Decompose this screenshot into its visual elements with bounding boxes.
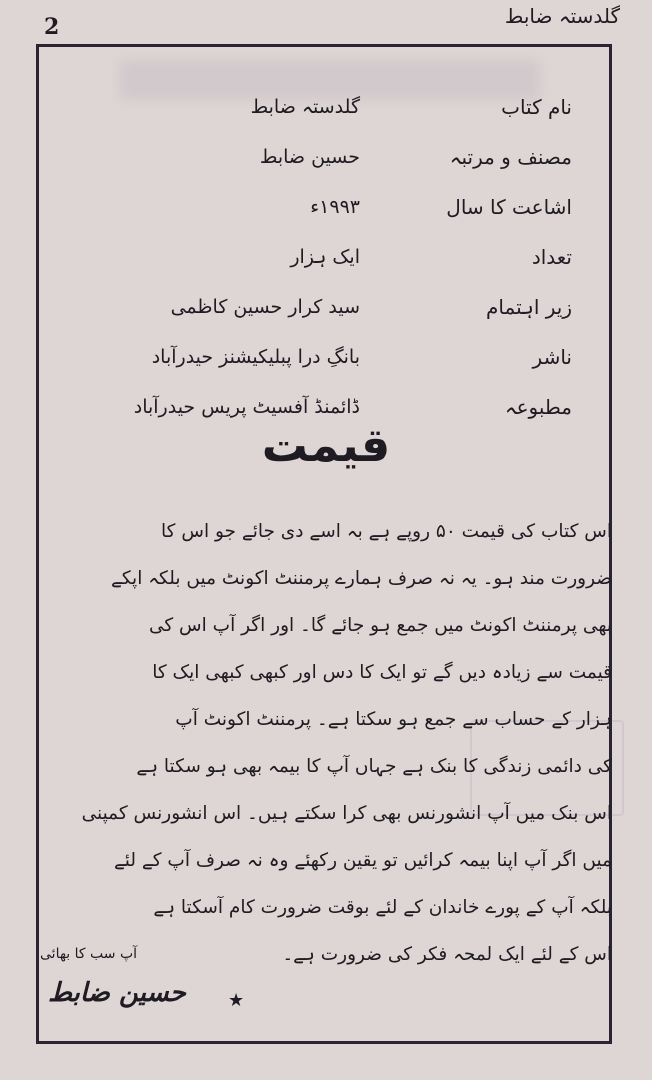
detail-label: مصنف و مرتبہ [449,145,572,169]
detail-label: مطبوعہ [504,395,572,419]
author-signature: حسین ضابط [48,978,186,1008]
paragraph-line: کی دائمی زندگی کا بنک ہے جہاں آپ کا بیمہ بھی ہو سکتا ہے [136,756,612,777]
detail-row-supervision [60,282,572,332]
paragraph-line: اس کے لئے ایک لمحہ فکر کی ضرورت ہے۔ [282,944,612,965]
paragraph-line: ہزار کے حساب سے جمع ہو سکتا ہے۔ پرمننٹ اکونٹ آپ [175,709,612,730]
paragraph-line: بھی پرمننٹ اکونٹ میں جمع ہو جائے گا۔ اور اگر آپ اس کی [148,615,612,636]
star-icon: ★ [228,990,245,1011]
detail-row-publisher [60,332,572,382]
detail-label: تعداد [531,245,572,269]
closing-salutation: آپ سب کا بھائی [40,946,138,962]
paragraph-line: قیمت سے زیادہ دیں گے تو ایک کا دس اور کبھی کبھی ایک کا [152,662,612,683]
detail-label: نام کتاب [501,95,572,119]
detail-row-quantity [60,232,572,282]
detail-value: بانگِ درا پبلیکیشنز حیدرآباد [151,346,360,368]
price-heading: قیمت [261,418,391,472]
detail-value: حسین ضابط [259,146,360,168]
paragraph-line: اس بنک میں آپ انشورنس بھی کرا سکتے ہیں۔ اس انشورنس کمپنی [81,803,612,824]
detail-row-year [60,182,572,232]
detail-value: ڈائمنڈ آفسیٹ پریس حیدرآباد [133,396,360,418]
paragraph-line: بلکہ آپ کے پورے خاندان کے لئے بوقت ضرورت کام آسکتا ہے [153,897,612,918]
detail-label: زیر اہتمام [486,295,572,319]
detail-label: ناشر [532,345,572,369]
detail-value: ایک ہزار [290,246,360,268]
detail-label: اشاعت کا سال [446,195,572,219]
detail-value: سید کرار حسین کاظمی [170,296,360,318]
paragraph-line: اس کتاب کی قیمت ۵۰ روپے ہے بہ اسے دی جائے جو اس کا [161,521,612,542]
detail-row-author [60,132,572,182]
page-number: 2 [44,14,60,40]
publication-details [60,82,572,432]
detail-value: ۱۹۹۳ء [310,196,360,218]
detail-value: گلدستہ ضابط [250,96,360,118]
paragraph-line: ضرورت مند ہو۔ یہ نہ صرف ہمارے پرمننٹ اکونٹ میں بلکہ اپکے [110,568,612,589]
paragraph-line: میں اگر آپ اپنا بیمہ کرائیں تو یقین رکھئے وہ نہ صرف آپ کے لئے [113,850,612,871]
detail-row-book-name [60,82,572,132]
price-paragraph [44,508,612,978]
running-header-title: گلدستہ ضابط [504,4,620,28]
